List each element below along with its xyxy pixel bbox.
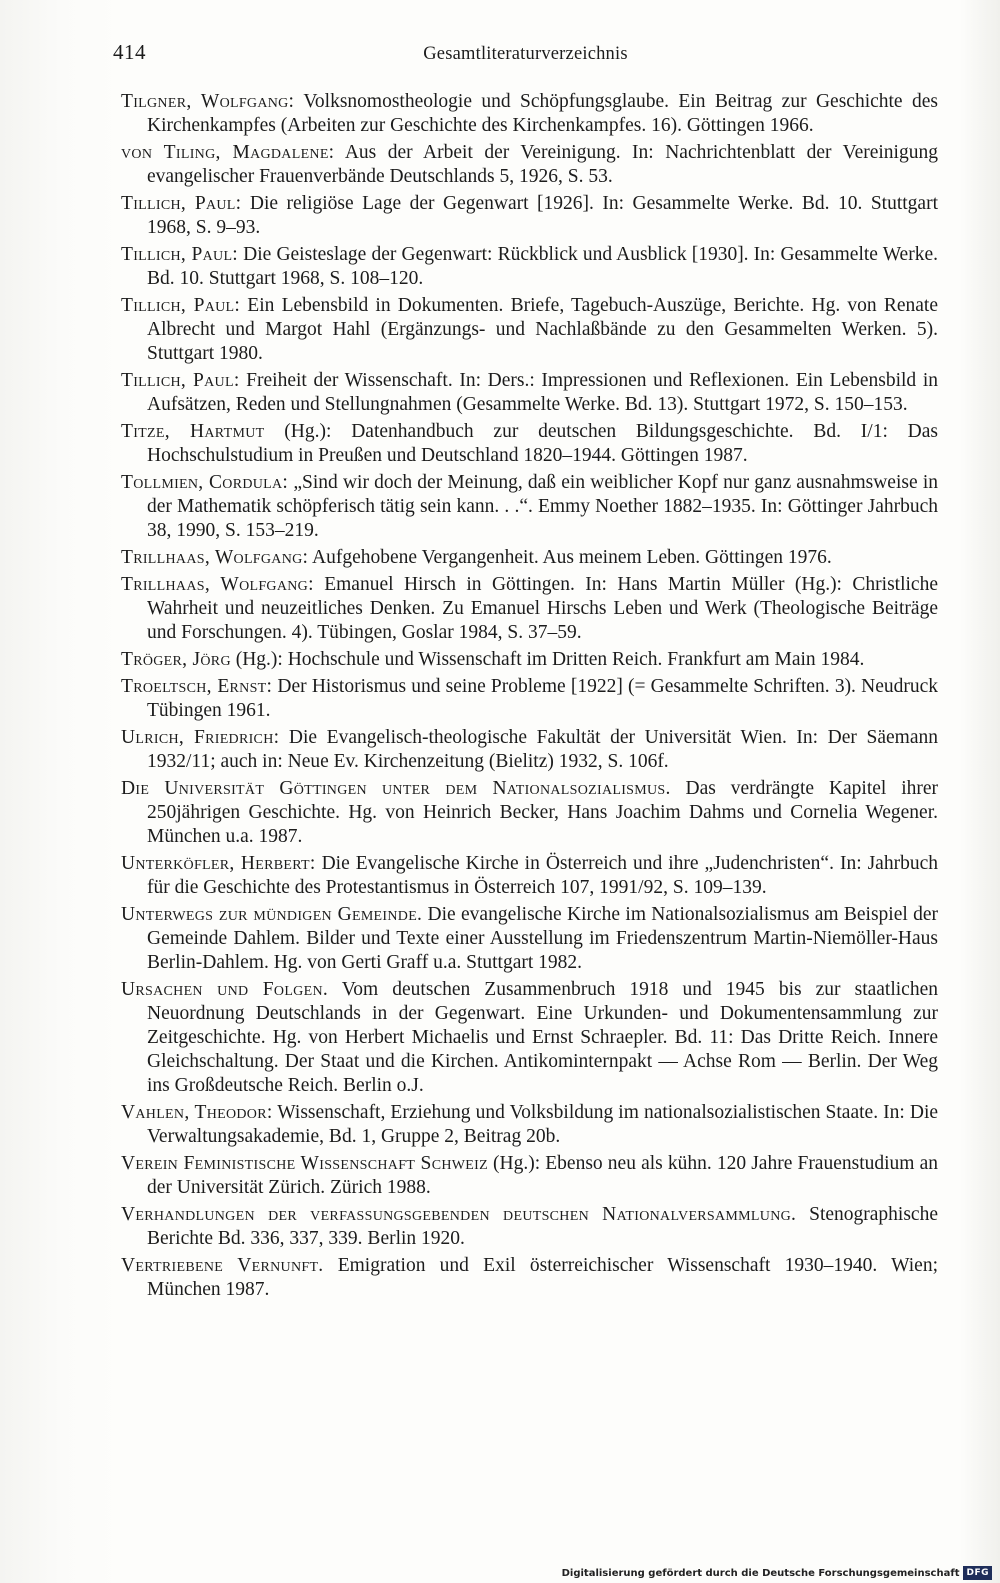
entry-text: Die religiöse Lage der Gegenwart [1926]. In: Gesammelte Werke. Bd. 10. Stuttgart 1968, S. 9–93.: [147, 193, 938, 238]
entry-text: Emanuel Hirsch in Göttingen. In: Hans Martin Müller (Hg.): Christliche Wahrheit und neuzeitliches Denken. Zu Emanuel Hirschs Leben und Werk (Theologische Beiträge und Forschungen. 4). Tübingen, Goslar 1984, S. 37–59.: [147, 574, 938, 643]
entry-text: Die Evangelische Kirche in Österreich und ihre „Judenchristen“. In: Jahrbuch für die Geschichte des Protestantismus in Österreich 107, 1991/92, S. 109–139.: [147, 853, 938, 898]
bibliography-entry: [121, 294, 938, 366]
entry-text: Das verdrängte Kapitel ihrer 250jährigen Geschichte. Hg. von Heinrich Becker, Hans Joachim Dahms und Cornelia Wegener. München u.a. 1987.: [147, 778, 939, 847]
digitization-footer: [562, 1566, 992, 1580]
entry-text: Die Evangelisch-theologische Fakultät der Universität Wien. In: Der Säemann 1932/11; auch in: Neue Ev. Kirchenzeitung (Bielitz) 1932, S. 106f.: [147, 727, 938, 772]
page-number: 414: [113, 40, 146, 64]
entry-text: Aufgehobene Vergangenheit. Aus meinem Leben. Göttingen 1976.: [308, 547, 832, 568]
running-head: Gesamtliteraturverzeichnis: [423, 44, 628, 64]
bibliography-entry: [121, 852, 938, 900]
entry-author: Ursachen und Folgen.: [121, 979, 329, 1000]
entry-author: Verhandlungen der verfassungsgebenden deutschen Nationalversammlung.: [121, 1204, 797, 1225]
bibliography-entry: [121, 1254, 938, 1302]
entry-author: von Tiling, Magdalene:: [121, 142, 335, 163]
entry-text: „Sind wir doch der Meinung, daß ein weiblicher Kopf nur ganz ausnahmsweise in der Mathematik schöpferisch tätig sein kann. . .“. Emmy Noether 1882–1935. In: Göttinger Jahrbuch 38, 1990, S. 153–219.: [147, 472, 938, 541]
entry-text: Die evangelische Kirche im Nationalsozialismus am Beispiel der Gemeinde Dahlem. Bilder und Texte einer Ausstellung im Friedenszentrum Martin-Niemöller-Haus Berlin-Dahlem. Hg. von Gerti Graff u.a. Stuttgart 1982.: [147, 904, 939, 973]
entry-author: Unterköfler, Herbert:: [121, 853, 316, 874]
entry-text: (Hg.): Hochschule und Wissenschaft im Dritten Reich. Frankfurt am Main 1984.: [230, 649, 865, 670]
entry-author: Tilgner, Wolfgang:: [121, 91, 295, 112]
bibliography-entry: [121, 648, 938, 672]
bibliography-entry: [121, 978, 938, 1098]
entry-author: Tillich, Paul:: [121, 193, 242, 214]
entry-author: Titze, Hartmut: [121, 421, 265, 442]
entry-author: Tröger, Jörg: [121, 649, 231, 670]
bibliography-entry: [121, 1203, 938, 1251]
entry-author: Verein Feministische Wissenschaft Schweiz: [121, 1153, 488, 1174]
entry-text: Aus der Arbeit der Vereinigung. In: Nachrichtenblatt der Vereinigung evangelischer Frauenverbände Deutschlands 5, 1926, S. 53.: [147, 142, 938, 187]
entry-author: Vahlen, Theodor:: [121, 1102, 273, 1123]
entry-author: Trillhaas, Wolfgang:: [121, 547, 309, 568]
entry-text: Die Geisteslage der Gegenwart: Rückblick und Ausblick [1930]. In: Gesammelte Werke. Bd. 10. Stuttgart 1968, S. 108–120.: [147, 244, 938, 289]
entry-text: Vom deutschen Zusammenbruch 1918 und 1945 bis zur staatlichen Neuordnung Deutschlands in der Gegenwart. Eine Urkunden- und Dokumentensammlung zur Zeitgeschichte. Hg. von Herbert Michaelis und Ernst Schraepler. Bd. 11: Das Dritte Reich. Innere Gleichschaltung. Der Staat und die Kirchen. Antikominternpakt — Achse Rom — Berlin. Der Weg ins Großdeutsche Reich. Berlin o.J.: [147, 979, 938, 1096]
bibliography-entry: [121, 471, 938, 543]
bibliography-list: [121, 90, 938, 1305]
entry-author: Tillich, Paul:: [121, 244, 239, 265]
entry-author: Tillich, Paul:: [121, 295, 241, 316]
footer-credit-text: Digitalisierung gefördert durch die Deutsche Forschungsgemeinschaft: [561, 1567, 960, 1579]
entry-author: Tillich, Paul:: [121, 370, 240, 391]
entry-author: Unterwegs zur mündigen Gemeinde.: [121, 904, 423, 925]
bibliography-entry: [121, 777, 938, 849]
bibliography-entry: [121, 726, 938, 774]
entry-text: (Hg.): Ebenso neu als kühn. 120 Jahre Frauenstudium an der Universität Zürich. Zürich 1988.: [147, 1153, 938, 1198]
entry-text: Wissenschaft, Erziehung und Volksbildung im nationalsozialistischen Staate. In: Die Verwaltungsakademie, Bd. 1, Gruppe 2, Beitrag 20b.: [147, 1102, 939, 1147]
entry-author: Ulrich, Friedrich:: [121, 727, 280, 748]
entry-text: Freiheit der Wissenschaft. In: Ders.: Impressionen und Reflexionen. Ein Lebensbild in Aufsätzen, Reden und Stellungnahmen (Gesammelte Werke. Bd. 13). Stuttgart 1972, S. 150–153.: [147, 370, 938, 415]
entry-text: Ein Lebensbild in Dokumenten. Briefe, Tagebuch-Auszüge, Berichte. Hg. von Renate Albrecht und Margot Hahl (Ergänzungs- und Nachlaßbände zu den Gesammelten Werken. 5). Stuttgart 1980.: [147, 295, 938, 364]
bibliography-entry: [121, 192, 938, 240]
bibliography-entry: [121, 546, 938, 570]
entry-text: Der Historismus und seine Probleme [1922] (= Gesammelte Schriften. 3). Neudruck Tübingen 1961.: [147, 676, 938, 721]
bibliography-entry: [121, 1152, 938, 1200]
entry-author: Trillhaas, Wolfgang:: [121, 574, 314, 595]
page-header: [113, 40, 938, 74]
entry-author: Troeltsch, Ernst:: [121, 676, 273, 697]
entry-author: Die Universität Göttingen unter dem Nationalsozialismus.: [121, 778, 671, 799]
bibliography-entry: [121, 903, 938, 975]
bibliography-entry: [121, 675, 938, 723]
entry-text: (Hg.): Datenhandbuch zur deutschen Bildungsgeschichte. Bd. I/1: Das Hochschulstudium in Preußen und Deutschland 1820–1944. Göttingen 1987.: [147, 421, 939, 466]
entry-text: Volksnomostheologie und Schöpfungsglaube. Ein Beitrag zur Geschichte des Kirchenkampfes (Arbeiten zur Geschichte des Kirchenkampfes. 16). Göttingen 1966.: [147, 91, 938, 136]
bibliography-entry: [121, 1101, 938, 1149]
bibliography-entry: [121, 90, 938, 138]
entry-text: Stenographische Berichte Bd. 336, 337, 339. Berlin 1920.: [147, 1204, 938, 1249]
bibliography-entry: [121, 420, 938, 468]
entry-author: Tollmien, Cordula:: [121, 472, 289, 493]
dfg-logo: DFG: [963, 1566, 992, 1580]
bibliography-entry: [121, 369, 938, 417]
entry-author: Vertriebene Vernunft.: [121, 1255, 324, 1276]
entry-text: Emigration und Exil österreichischer Wissenschaft 1930–1940. Wien; München 1987.: [147, 1255, 938, 1300]
bibliography-entry: [121, 141, 938, 189]
bibliography-entry: [121, 243, 938, 291]
bibliography-entry: [121, 573, 938, 645]
